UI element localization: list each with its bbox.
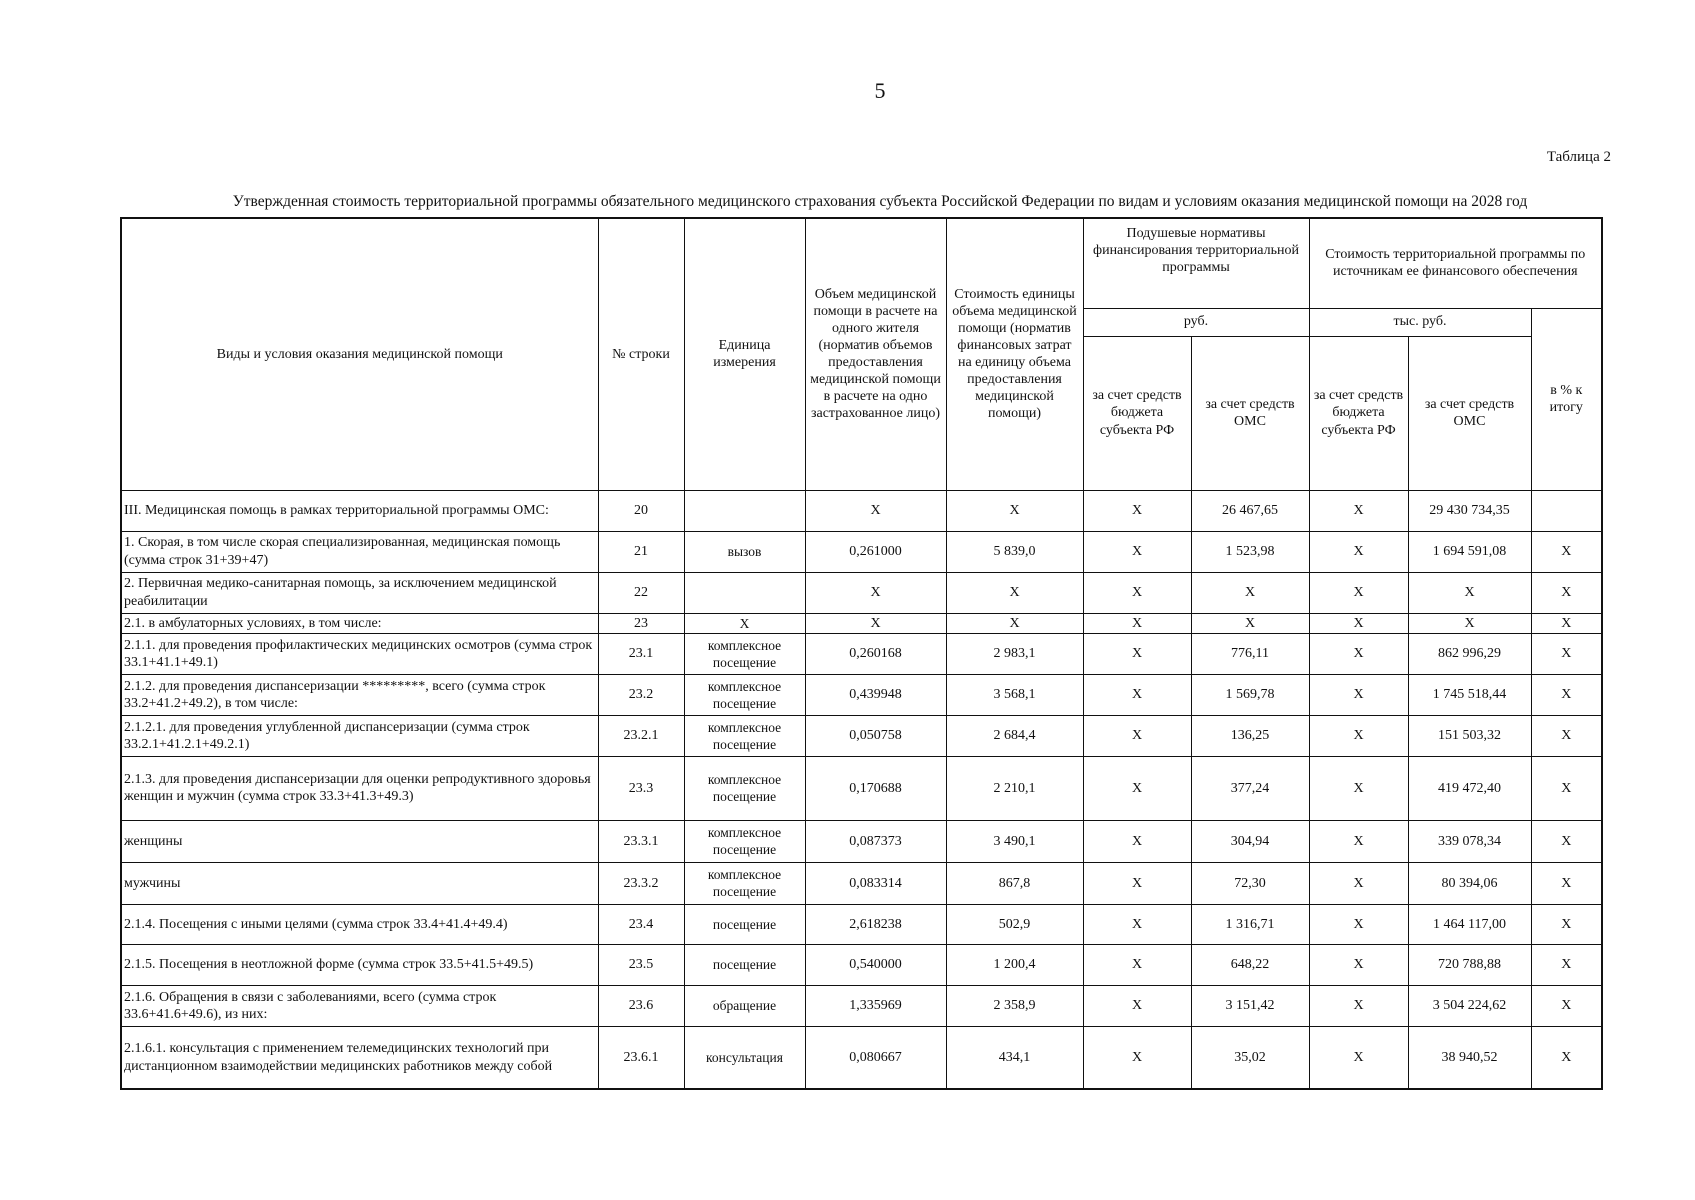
cell-cost: 5 839,0: [946, 531, 1083, 572]
cell-row-no: 23.6.1: [598, 1026, 684, 1089]
header-program-cost: Стоимость территориальной программы по источникам ее финансового обеспечения: [1309, 218, 1602, 308]
cell-c-oms: 1 464 117,00: [1408, 904, 1531, 944]
header-rub: руб.: [1083, 308, 1309, 336]
cell-pc-oms: 1 316,71: [1191, 904, 1309, 944]
cell-volume: 0,080667: [805, 1026, 946, 1089]
page-number: 5: [874, 78, 886, 103]
cell-volume: 0,260168: [805, 633, 946, 674]
cell-row-no: 23.3.2: [598, 862, 684, 904]
cell-unit: комплексное посещение: [684, 862, 805, 904]
header-row-no: № строки: [598, 218, 684, 490]
cell-pc-oms: 136,25: [1191, 715, 1309, 756]
cell-pc-budget: X: [1083, 572, 1191, 613]
cell-c-budget: X: [1309, 985, 1408, 1026]
cell-cost: 502,9: [946, 904, 1083, 944]
cell-cost: 867,8: [946, 862, 1083, 904]
header-c-budget: за счет средств бюджета субъекта РФ: [1309, 336, 1408, 490]
cell-c-budget: X: [1309, 820, 1408, 862]
cell-pc-oms: 1 523,98: [1191, 531, 1309, 572]
cell-name: 2.1.5. Посещения в неотложной форме (сумма строк 33.5+41.5+49.5): [121, 944, 598, 985]
cell-percent: X: [1531, 1026, 1602, 1089]
table-row: [121, 904, 1602, 944]
cell-unit: посещение: [684, 904, 805, 944]
cell-row-no: 23.4: [598, 904, 684, 944]
cell-unit: [684, 572, 805, 613]
cell-c-budget: X: [1309, 613, 1408, 633]
header-volume: Объем медицинской помощи в расчете на одного жителя (норматив объемов предоставления медицинской помощи в расчете на одно застрахованное лицо): [805, 218, 946, 490]
cell-row-no: 23.6: [598, 985, 684, 1026]
table-title: Утвержденная стоимость территориальной программы обязательного медицинского страхования субъекта Российской Федерации по видам и условиям оказания медицинской помощи на 2028 год: [232, 193, 1528, 210]
cell-c-budget: X: [1309, 756, 1408, 820]
cell-c-oms: 1 694 591,08: [1408, 531, 1531, 572]
header-types: Виды и условия оказания медицинской помощи: [121, 218, 598, 490]
cell-percent: X: [1531, 715, 1602, 756]
table-row: [121, 613, 1602, 633]
cell-cost: X: [946, 613, 1083, 633]
cell-cost: X: [946, 572, 1083, 613]
cell-c-oms: 339 078,34: [1408, 820, 1531, 862]
header-thous-rub: тыс. руб.: [1309, 308, 1531, 336]
cell-percent: X: [1531, 820, 1602, 862]
cell-c-oms: 38 940,52: [1408, 1026, 1531, 1089]
cell-c-oms: 862 996,29: [1408, 633, 1531, 674]
cell-cost: 2 210,1: [946, 756, 1083, 820]
cell-row-no: 22: [598, 572, 684, 613]
cell-pc-budget: X: [1083, 944, 1191, 985]
cell-unit: комплексное посещение: [684, 674, 805, 715]
cell-percent: [1531, 490, 1602, 531]
header-pc-budget: за счет средств бюджета субъекта РФ: [1083, 336, 1191, 490]
cell-cost: 434,1: [946, 1026, 1083, 1089]
cell-percent: X: [1531, 862, 1602, 904]
cell-cost: 2 684,4: [946, 715, 1083, 756]
cell-pc-budget: X: [1083, 715, 1191, 756]
cell-unit: комплексное посещение: [684, 633, 805, 674]
cell-pc-budget: X: [1083, 985, 1191, 1026]
table-body: [121, 490, 1602, 1089]
cell-pc-budget: X: [1083, 674, 1191, 715]
cell-percent: X: [1531, 531, 1602, 572]
cell-name: 2.1.6. Обращения в связи с заболеваниями, всего (сумма строк 33.6+41.6+49.6), из них:: [121, 985, 598, 1026]
cell-row-no: 23.3: [598, 756, 684, 820]
cell-c-budget: X: [1309, 490, 1408, 531]
cell-pc-oms: 776,11: [1191, 633, 1309, 674]
cell-pc-oms: 377,24: [1191, 756, 1309, 820]
cell-row-no: 20: [598, 490, 684, 531]
cell-unit: вызов: [684, 531, 805, 572]
cell-c-oms: 720 788,88: [1408, 944, 1531, 985]
cell-c-budget: X: [1309, 674, 1408, 715]
cell-name: 2.1.3. для проведения диспансеризации для оценки репродуктивного здоровья женщин и мужчин (сумма строк 33.3+41.3+49.3): [121, 756, 598, 820]
cell-unit: комплексное посещение: [684, 756, 805, 820]
cell-pc-oms: 1 569,78: [1191, 674, 1309, 715]
cell-c-budget: X: [1309, 715, 1408, 756]
cell-cost: 2 358,9: [946, 985, 1083, 1026]
cell-c-oms: 80 394,06: [1408, 862, 1531, 904]
cell-name: 2.1. в амбулаторных условиях, в том числе:: [121, 613, 598, 633]
cell-row-no: 23.3.1: [598, 820, 684, 862]
cell-unit: комплексное посещение: [684, 820, 805, 862]
cell-row-no: 21: [598, 531, 684, 572]
cell-cost: 3 490,1: [946, 820, 1083, 862]
table-header: [121, 218, 1602, 490]
cell-row-no: 23.2: [598, 674, 684, 715]
cell-name: 2.1.2. для проведения диспансеризации *********, всего (сумма строк 33.2+41.2+49.2), в том числе:: [121, 674, 598, 715]
cell-pc-oms: 35,02: [1191, 1026, 1309, 1089]
cell-cost: 1 200,4: [946, 944, 1083, 985]
cell-percent: X: [1531, 572, 1602, 613]
cell-percent: X: [1531, 756, 1602, 820]
cell-name: 1. Скорая, в том числе скорая специализированная, медицинская помощь (сумма строк 31+39+47): [121, 531, 598, 572]
table-row: [121, 633, 1602, 674]
cell-cost: X: [946, 490, 1083, 531]
cell-name: мужчины: [121, 862, 598, 904]
cell-cost: 2 983,1: [946, 633, 1083, 674]
table-row: [121, 756, 1602, 820]
table-row: [121, 820, 1602, 862]
cell-name: 2.1.4. Посещения с иными целями (сумма строк 33.4+41.4+49.4): [121, 904, 598, 944]
cell-row-no: 23.1: [598, 633, 684, 674]
cell-unit: комплексное посещение: [684, 715, 805, 756]
cell-pc-budget: X: [1083, 862, 1191, 904]
cell-volume: 0,439948: [805, 674, 946, 715]
cell-volume: 1,335969: [805, 985, 946, 1026]
cell-c-oms: X: [1408, 572, 1531, 613]
cell-pc-budget: X: [1083, 756, 1191, 820]
cell-pc-oms: 304,94: [1191, 820, 1309, 862]
cell-name: 2.1.2.1. для проведения углубленной диспансеризации (сумма строк 33.2.1+41.2.1+49.2.1): [121, 715, 598, 756]
cell-volume: 0,083314: [805, 862, 946, 904]
cell-unit: посещение: [684, 944, 805, 985]
cell-name: женщины: [121, 820, 598, 862]
table-row: [121, 944, 1602, 985]
cell-cost: 3 568,1: [946, 674, 1083, 715]
cell-c-budget: X: [1309, 1026, 1408, 1089]
cell-unit: консультация: [684, 1026, 805, 1089]
cell-c-budget: X: [1309, 633, 1408, 674]
cell-c-budget: X: [1309, 862, 1408, 904]
cell-name: III. Медицинская помощь в рамках территориальной программы ОМС:: [121, 490, 598, 531]
table-row: [121, 531, 1602, 572]
header-pc-oms: за счет средств ОМС: [1191, 336, 1309, 490]
cell-percent: X: [1531, 613, 1602, 633]
cell-percent: X: [1531, 944, 1602, 985]
header-percent: в % к итогу: [1531, 308, 1602, 490]
cell-percent: X: [1531, 633, 1602, 674]
cell-c-budget: X: [1309, 904, 1408, 944]
cell-volume: 2,618238: [805, 904, 946, 944]
cell-unit: [684, 490, 805, 531]
cell-pc-budget: X: [1083, 1026, 1191, 1089]
table-row: [121, 985, 1602, 1026]
cell-c-budget: X: [1309, 944, 1408, 985]
table-row: [121, 715, 1602, 756]
cell-percent: X: [1531, 904, 1602, 944]
cell-row-no: 23.2.1: [598, 715, 684, 756]
cell-pc-budget: X: [1083, 490, 1191, 531]
cell-pc-oms: 26 467,65: [1191, 490, 1309, 531]
cell-volume: 0,050758: [805, 715, 946, 756]
cell-name: 2. Первичная медико-санитарная помощь, за исключением медицинской реабилитации: [121, 572, 598, 613]
cell-pc-budget: X: [1083, 633, 1191, 674]
cell-c-oms: 3 504 224,62: [1408, 985, 1531, 1026]
table-row: [121, 572, 1602, 613]
cell-percent: X: [1531, 674, 1602, 715]
cell-volume: 0,261000: [805, 531, 946, 572]
cell-row-no: 23.5: [598, 944, 684, 985]
cell-pc-budget: X: [1083, 531, 1191, 572]
cell-c-budget: X: [1309, 531, 1408, 572]
table-row: [121, 490, 1602, 531]
cell-pc-oms: X: [1191, 572, 1309, 613]
table-row: [121, 674, 1602, 715]
table-label: Таблица 2: [1546, 149, 1611, 165]
header-per-capita: Подушевые нормативы финансирования территориальной программы: [1083, 218, 1309, 308]
cost-table: [120, 217, 1603, 1090]
cell-name: 2.1.6.1. консультация с применением телемедицинских технологий при дистанционном взаимодействии медицинских работников между собой: [121, 1026, 598, 1089]
cell-volume: 0,540000: [805, 944, 946, 985]
cell-volume: X: [805, 490, 946, 531]
cell-volume: X: [805, 572, 946, 613]
cell-c-oms: 151 503,32: [1408, 715, 1531, 756]
cell-pc-oms: 3 151,42: [1191, 985, 1309, 1026]
cell-c-oms: X: [1408, 613, 1531, 633]
cell-pc-oms: 72,30: [1191, 862, 1309, 904]
header-unit: Единица измерения: [684, 218, 805, 490]
cell-unit: обращение: [684, 985, 805, 1026]
cell-volume: 0,087373: [805, 820, 946, 862]
cell-pc-budget: X: [1083, 904, 1191, 944]
cell-c-oms: 29 430 734,35: [1408, 490, 1531, 531]
cell-pc-budget: X: [1083, 613, 1191, 633]
cell-pc-oms: X: [1191, 613, 1309, 633]
cell-c-budget: X: [1309, 572, 1408, 613]
cell-row-no: 23: [598, 613, 684, 633]
cell-c-oms: 1 745 518,44: [1408, 674, 1531, 715]
table-row: [121, 1026, 1602, 1089]
cell-volume: X: [805, 613, 946, 633]
cell-unit: X: [684, 613, 805, 633]
table-row: [121, 862, 1602, 904]
cell-volume: 0,170688: [805, 756, 946, 820]
cell-percent: X: [1531, 985, 1602, 1026]
header-c-oms: за счет средств ОМС: [1408, 336, 1531, 490]
cell-c-oms: 419 472,40: [1408, 756, 1531, 820]
header-cost: Стоимость единицы объема медицинской помощи (норматив финансовых затрат на единицу объема предоставления медицинской помощи): [946, 218, 1083, 490]
cell-name: 2.1.1. для проведения профилактических медицинских осмотров (сумма строк 33.1+41.1+49.1): [121, 633, 598, 674]
cell-pc-budget: X: [1083, 820, 1191, 862]
cell-pc-oms: 648,22: [1191, 944, 1309, 985]
